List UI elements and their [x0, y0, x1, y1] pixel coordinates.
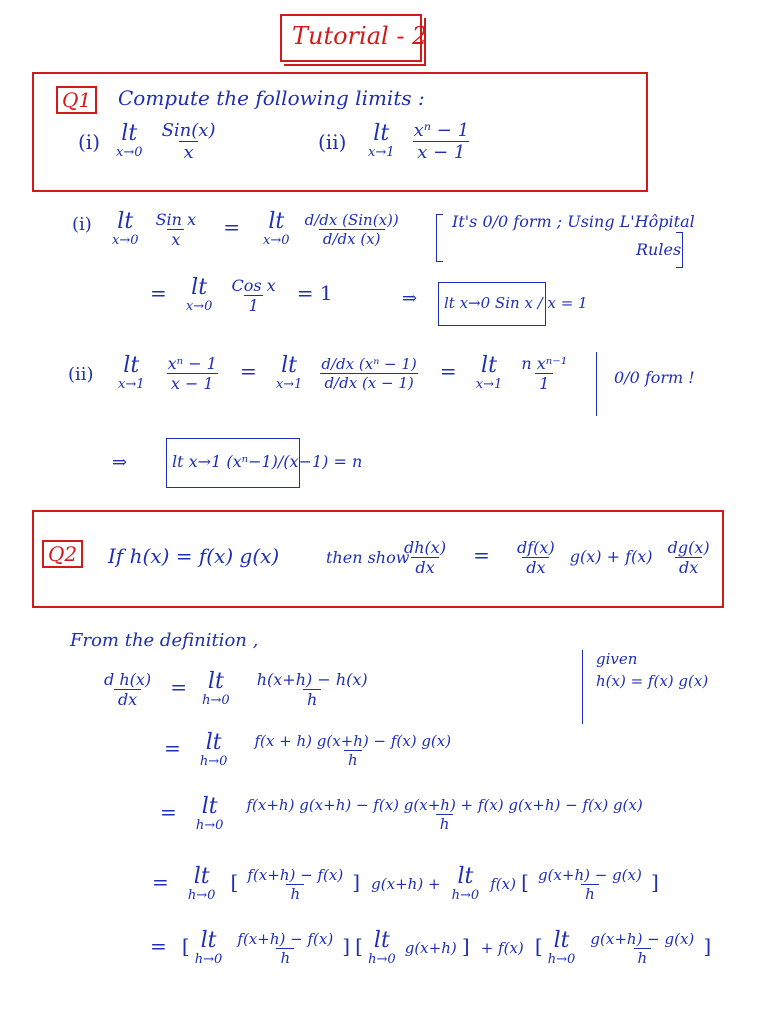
- solution-i-label: (i): [72, 214, 92, 235]
- implies-arrow: ⇒: [112, 452, 128, 473]
- proof-line-3: = lt h→0 $\frac{f(x+h) g(x+h) - f(x) g(x+h) + f(x) g(x+h) - f(x) g(x)}{h}$: [160, 796, 647, 833]
- solution-ii-label: (ii): [68, 364, 94, 385]
- limit-symbol: lt x→0: [112, 209, 139, 248]
- limit-symbol: lt x→1: [118, 353, 145, 392]
- limit-symbol: lt h→0: [195, 794, 224, 833]
- fraction: $\frac{g(x+h) - g(x)}{h}$: [537, 866, 642, 903]
- solution-i-line-1: lt x→0 $\frac{\text{Sin x}}{x}$ = lt x→0 $\frac{\text{d/dx (Sin(x))}}{d/dx (x)}$: [112, 210, 403, 249]
- limit-symbol: lt x→0: [185, 275, 213, 314]
- question-1-part-ii: [368, 120, 473, 163]
- question-2-equation: $\frac{dh(x)}{dx}$ = $\frac{df(x)}{dx}$ g(x) + f(x) $\frac{dg(x)}{dx}$: [400, 538, 714, 577]
- question-1-label: Q1: [56, 86, 97, 114]
- limit-symbol: lt h→0: [368, 928, 396, 967]
- divider-line: [582, 650, 583, 724]
- fraction: $\frac{f(x + h) g(x+h) - f(x) g(x)}{h}$: [254, 732, 452, 769]
- proof-intro: From the definition ,: [70, 630, 259, 651]
- given-equation: h(x) = f(x) g(x): [596, 672, 709, 690]
- fraction: $\frac{\text{Sin x}}{x}$: [155, 210, 197, 249]
- given-label: given: [596, 650, 638, 668]
- lhopital-note-line-2: Rules: [636, 240, 682, 259]
- limit-symbol: lt x→1: [275, 353, 303, 392]
- question-2-label: Q2: [42, 540, 83, 568]
- answer-ii: lt x→1 (xⁿ−1)/(x−1) = n: [172, 452, 363, 471]
- fraction: $\frac{dg(x)}{dx}$: [667, 538, 710, 577]
- fraction: $\frac{\text{d/dx (Sin(x))}}{d/dx (x)}$: [304, 211, 399, 248]
- right-bracket: [676, 232, 683, 268]
- fraction: $\frac{\text{xⁿ − 1}}{x - 1}$: [413, 120, 470, 163]
- limit-symbol: lt h→0: [187, 864, 216, 903]
- proof-line-5: = [ lt h→0 $\frac{f(x+h) - f(x)}{h}$ ] [ lt h→0 g(x+h) ] + f(x) [ lt h→0 $\frac{g(x+h) - g(x)}{h}$ ]: [150, 928, 712, 967]
- question-1-part-ii-label: (ii): [318, 130, 347, 154]
- fraction: $\frac{f(x+h) - f(x)}{h}$: [237, 930, 334, 967]
- implies-arrow: ⇒: [402, 288, 418, 309]
- fraction: $\frac{\text{Cos x}}{1}$: [231, 276, 276, 315]
- fraction: $\frac{\text{xⁿ − 1}}{x - 1}$: [167, 354, 217, 393]
- limit-symbol: lt x→1: [368, 121, 395, 160]
- zero-over-zero-note: 0/0 form !: [614, 368, 695, 387]
- lhopital-note-line-1: It's 0/0 form ; Using L'Hôpital: [452, 212, 695, 231]
- fraction: $\frac{h(x+h) - h(x)}{h}$: [256, 670, 368, 709]
- divider-line: [596, 352, 597, 416]
- fraction: $\frac{\text{Sin(x)}}{x}$: [161, 120, 216, 163]
- limit-symbol: lt h→0: [547, 928, 576, 967]
- fraction: $\frac{df(x)}{dx}$: [517, 538, 555, 577]
- fraction: $\frac{\text{n xⁿ⁻¹}}{1}$: [521, 354, 568, 393]
- fraction: $\frac{dh(x)}{dx}$: [404, 538, 447, 577]
- limit-symbol: lt x→0: [263, 209, 290, 248]
- fraction: $\frac{g(x+h) - g(x)}{h}$: [590, 930, 695, 967]
- proof-line-1: $\frac{\text{d h(x)}}{dx}$ = lt h→0 $\frac{h(x+h) - h(x)}{h}$: [100, 670, 372, 709]
- limit-symbol: lt x→1: [475, 353, 503, 392]
- fraction: $\frac{f(x+h) - f(x)}{h}$: [247, 866, 344, 903]
- limit-symbol: lt h→0: [194, 928, 223, 967]
- limit-symbol: lt x→0: [116, 121, 143, 160]
- proof-line-4: = lt h→0 [ $\frac{f(x+h) - f(x)}{h}$ ] g(x+h) + lt h→0 f(x) [ $\frac{g(x+h) - g(x)}{h}$ ]: [152, 864, 659, 903]
- limit-symbol: lt h→0: [202, 669, 230, 708]
- limit-symbol: lt h→0: [451, 864, 480, 903]
- question-2-then-show: then show: [326, 548, 410, 567]
- page-title: Tutorial - 2: [292, 22, 428, 50]
- question-1-prompt: Compute the following limits :: [118, 86, 425, 110]
- fraction: $\frac{f(x+h) g(x+h) - f(x) g(x+h) + f(x) g(x+h) - f(x) g(x)}{h}$: [246, 796, 643, 833]
- question-1-part-i-label: (i): [78, 130, 101, 154]
- limit-symbol: lt h→0: [199, 730, 228, 769]
- fraction: $\frac{\text{d/dx (xⁿ − 1)}}{d/dx (x - 1)}$: [321, 355, 417, 392]
- solution-i-line-2: = lt x→0 $\frac{\text{Cos x}}{1}$ = 1: [150, 275, 333, 315]
- answer-i: lt x→0 Sin x / x = 1: [444, 294, 588, 312]
- proof-line-2: = lt h→0 $\frac{f(x + h) g(x+h) - f(x) g(x)}{h}$: [164, 732, 455, 769]
- fraction: $\frac{\text{d h(x)}}{dx}$: [104, 670, 152, 709]
- left-bracket: [436, 214, 443, 262]
- solution-ii-line-1: lt x→1 $\frac{\text{xⁿ − 1}}{x - 1}$ = lt x→1 $\frac{\text{d/dx (xⁿ − 1)}}{d/dx (x - 1)}$ = lt x→1 $\frac{\text{n xⁿ⁻¹}}{1}$: [118, 354, 571, 393]
- question-1-part-i: [116, 120, 219, 163]
- question-2-statement: If h(x) = f(x) g(x): [108, 544, 280, 568]
